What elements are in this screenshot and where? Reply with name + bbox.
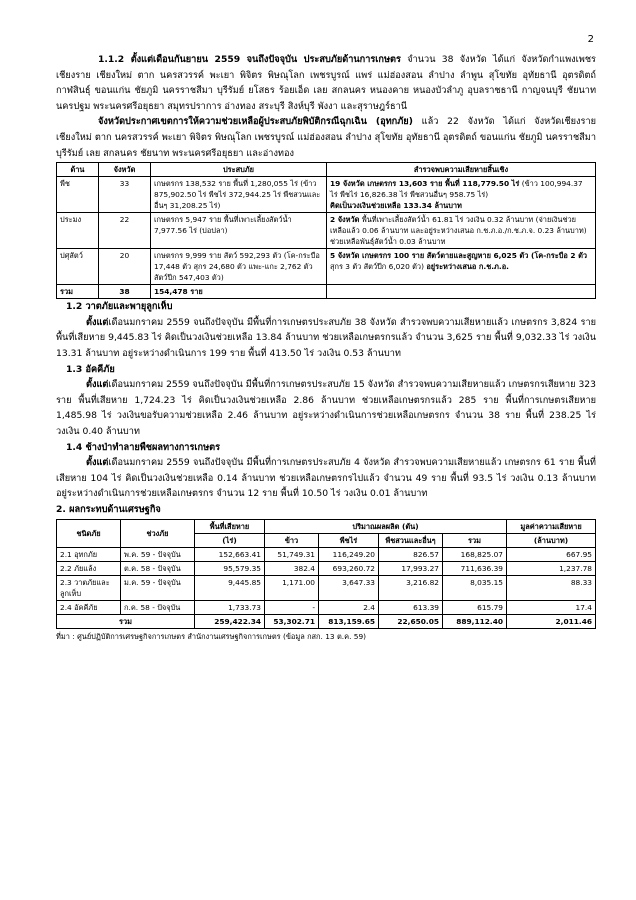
rice-cell: 51,749.31 — [265, 548, 319, 562]
column-header — [195, 520, 265, 534]
section-1-1-2-text: จำนวน 38 จังหวัด ได้แก่ จังหวัดกำแพงเพชร เชียงราย เชียงใหม่ ตาก นครสวรรค์ พะเยา พิจิตร พิษณุโลก เพชรบูรณ์ แพร่ แม่ฮ่องสอน ลำปาง ลำพูน สุโขทัย อุทัยธานี อุตรดิตถ์ กาฬสินธุ์ ขอนแก่น ชัยภูมิ นครราชสีมา บุรีรัมย์ ยโสธร ร้อยเอ็ด เลย สกลนคร หนองคาย หนองบัวลำภู อุบลราชธานี กาญจนบุรี ชัยนาท นครปฐม พระนครศรีอยุธยา สมุทรปราการ อ่างทอง สระบุรี สิงห์บุรี พังงา และสุราษฎร์ธานี — [56, 54, 596, 112]
disaster-cell: 2.3 วาตภัยและลูกเห็บ — [57, 576, 121, 601]
damage-text: พื้นที่เพาะเลี้ยงสัตว์น้ำ 61.81 ไร่ วงเงิน 0.32 ล้านบาท (จ่ายเงินช่วยเหลือแล้ว 0.06 ล้านบาท และอยู่ระหว่างเสนอ ก.ช.ภ.อ./ก.ช.ภ.จ. 0.23 ล้านบาท) ช่วยเหลือพันธุ์สัตว์น้ำ 0.03 ล้านบาท — [330, 215, 587, 247]
table-row — [57, 249, 596, 285]
garden-cell: 613.39 — [379, 601, 443, 615]
affected-cell: เกษตรกร 9,999 ราย สัตว์ 592,293 ตัว (โค-กระบือ 17,448 ตัว สุกร 24,680 ตัว แพะ-แกะ 2,762 ตัว สัตว์ปีก 547,403 ตัว) — [151, 249, 327, 285]
table-header-row — [57, 520, 596, 534]
column-header: (ไร่) — [195, 534, 265, 548]
column-header: ชนิดภัย — [57, 520, 121, 548]
economic-impact-table — [56, 519, 596, 629]
sector-cell: พืช — [57, 177, 99, 213]
section-1-1-2-heading: 1.1.2 ตั้งแต่เดือนกันยายน 2559 จนถึงปัจจุบัน ประสบภัยด้านการเกษตร — [98, 54, 401, 65]
column-header: พืชไร่ — [319, 534, 379, 548]
period-cell: ก.ค. 58 - ปัจจุบัน — [121, 601, 195, 615]
total-label-cell: รวม — [57, 285, 99, 299]
affected-cell: เกษตรกร 5,947 ราย พื้นที่เพาะเลี้ยงสัตว์น้ำ 7,977.56 ไร่ (บ่อปลา) — [151, 213, 327, 249]
rice-cell: - — [265, 601, 319, 615]
damage-text: (ข้าว 100,994.37 ไร่ พืชไร่ 16,826.38 ไร่ พืชสวนอื่นๆ 958.75 ไร่) — [330, 179, 583, 200]
column-header: รวม — [443, 534, 507, 548]
period-cell: ต.ค. 58 - ปัจจุบัน — [121, 562, 195, 576]
sum-cell: 615.79 — [443, 601, 507, 615]
section-1-1-2-paragraph — [56, 52, 596, 114]
column-header: มูลค่าความเสียหาย — [507, 520, 596, 534]
page-number: 2 — [587, 34, 594, 45]
total-garden-cell: 22,650.05 — [379, 615, 443, 629]
total-value-cell: 2,011.46 — [507, 615, 596, 629]
document-body — [56, 52, 596, 642]
total-empty-cell — [327, 285, 596, 299]
lead-word: ตั้งแต่ — [86, 457, 109, 469]
damage-bold-text: 5 จังหวัด เกษตรกร 100 ราย สัตว์ตายและสูญหาย 6,025 ตัว (โค-กระบือ 2 ตัว — [330, 251, 588, 261]
column-header: (ล้านบาท) — [507, 534, 596, 548]
garden-cell: 826.57 — [379, 548, 443, 562]
column-header: สำรวจพบความเสียหายสิ้นเชิง — [327, 163, 596, 177]
value-cell: 667.95 — [507, 548, 596, 562]
column-header: ประสบภัย — [151, 163, 327, 177]
area-cell: 1,733.73 — [195, 601, 265, 615]
section-1-2-text: เดือนมกราคม 2559 จนถึงปัจจุบัน มีพื้นที่การเกษตรประสบภัย 38 จังหวัด สำรวจพบความเสียหายแล้ว เกษตรกร 3,824 ราย พื้นที่เสียหาย 9,445.83 ไร่ คิดเป็นวงเงินช่วยเหลือ 13.84 ล้านบาท ช่วยเหลือเกษตรกรแล้ว จำนวน 3,625 ราย พื้นที่ 9,032.33 ไร่ วงเงิน 13.31 ล้านบาท อยู่ระหว่างดำเนินการ 199 ราย พื้นที่ 413.50 ไร่ วงเงิน 0.53 ล้านบาท — [56, 316, 596, 359]
value-cell: 88.33 — [507, 576, 596, 601]
total-provinces-cell: 38 — [99, 285, 151, 299]
garden-cell: 17,993.27 — [379, 562, 443, 576]
table-row — [57, 601, 596, 615]
total-sum-cell: 889,112.40 — [443, 615, 507, 629]
sector-cell: ประมง — [57, 213, 99, 249]
period-cell: พ.ค. 59 - ปัจจุบัน — [121, 548, 195, 562]
damage-bold-text: อยู่ระหว่างเสนอ ก.ช.ภ.อ. — [426, 262, 509, 272]
flood-damage-table — [56, 162, 596, 299]
total-area-cell: 259,422.34 — [195, 615, 265, 629]
emergency-zone-text: แล้ว 22 จังหวัด ได้แก่ จังหวัดเชียงราย เชียงใหม่ ตาก นครสวรรค์ พะเยา พิจิตร พิษณุโลก เพชรบูรณ์ แม่ฮ่องสอน ลำปาง สุโขทัย อุทัยธานี อุตรดิตถ์ ขอนแก่น ชัยภูมิ นครราชสีมา บุรีรัมย์ เลย สกลนคร ชัยนาท พระนครศรีอยุธยา และอ่างทอง — [56, 116, 596, 159]
column-header: ด้าน — [57, 163, 99, 177]
sum-cell: 711,636.39 — [443, 562, 507, 576]
field-crop-cell: 116,249.20 — [319, 548, 379, 562]
total-label-cell: รวม — [57, 615, 195, 629]
total-affected-cell: 154,478 ราย — [151, 285, 327, 299]
damage-cell — [327, 213, 596, 249]
source-note: ที่มา : ศูนย์ปฏิบัติการเศรษฐกิจการเกษตร สำนักงานเศรษฐกิจการเกษตร (ข้อมูล กสก. 13 ต.ค. 59) — [56, 632, 367, 642]
damage-cell — [327, 249, 596, 285]
column-header: พืชสวนและอื่นๆ — [379, 534, 443, 548]
column-header: ข้าว — [265, 534, 319, 548]
total-field-crop-cell: 813,159.65 — [319, 615, 379, 629]
province-count-cell: 20 — [99, 249, 151, 285]
column-header: ปริมาณผลผลิต (ตัน) — [265, 520, 507, 534]
table-total-row — [57, 615, 596, 629]
field-crop-cell: 693,260.72 — [319, 562, 379, 576]
emergency-zone-paragraph — [56, 114, 596, 161]
sum-cell: 168,825.07 — [443, 548, 507, 562]
section-2-heading: 2. ผลกระทบด้านเศรษฐกิจ — [56, 503, 161, 515]
damage-bold-text: 19 จังหวัด เกษตรกร 13,603 ราย พื้นที่ 118,779.50 ไร่ — [330, 179, 520, 189]
province-count-cell: 33 — [99, 177, 151, 213]
section-1-2-heading: 1.2 วาตภัยและพายุลูกเห็บ — [66, 301, 173, 313]
area-cell: 152,663.41 — [195, 548, 265, 562]
table-total-row — [57, 285, 596, 299]
province-count-cell: 22 — [99, 213, 151, 249]
damage-cell — [327, 177, 596, 213]
column-header: จังหวัด — [99, 163, 151, 177]
rice-cell: 382.4 — [265, 562, 319, 576]
sum-cell: 8,035.15 — [443, 576, 507, 601]
disaster-cell: 2.2 ภัยแล้ง — [57, 562, 121, 576]
lead-word: ตั้งแต่ — [86, 316, 109, 328]
damage-bold-text: 2 จังหวัด — [330, 215, 360, 225]
area-header-text: พื้นที่เสียหาย — [209, 522, 250, 532]
disaster-cell: 2.4 อัคคีภัย — [57, 601, 121, 615]
rice-cell: 1,171.00 — [265, 576, 319, 601]
table-row — [57, 177, 596, 213]
section-1-3-paragraph — [56, 377, 596, 439]
section-1-4-paragraph — [56, 455, 596, 502]
value-cell: 1,237.78 — [507, 562, 596, 576]
period-cell: ม.ค. 59 - ปัจจุบัน — [121, 576, 195, 601]
area-cell: 95,579.35 — [195, 562, 265, 576]
lead-word: ตั้งแต่ — [86, 379, 109, 391]
field-crop-cell: 2.4 — [319, 601, 379, 615]
table-row — [57, 548, 596, 562]
damage-text: สุกร 3 ตัว สัตว์ปีก 6,020 ตัว) — [330, 262, 427, 272]
garden-cell: 3,216.82 — [379, 576, 443, 601]
table-row — [57, 576, 596, 601]
area-cell: 9,445.85 — [195, 576, 265, 601]
section-1-4-heading: 1.4 ช้างป่าทำลายพืชผลทางการเกษตร — [66, 441, 221, 453]
sector-cell: ปศุสัตว์ — [57, 249, 99, 285]
table-row — [57, 562, 596, 576]
damage-bold-text: คิดเป็นวงเงินช่วยเหลือ 133.34 ล้านบาท — [330, 201, 462, 211]
total-rice-cell: 53,302.71 — [265, 615, 319, 629]
table-header-row — [57, 163, 596, 177]
table-row — [57, 213, 596, 249]
emergency-zone-heading: จังหวัดประกาศเขตการให้ความช่วยเหลือผู้ประสบภัยพิบัติกรณีฉุกเฉิน (อุทกภัย) — [98, 116, 413, 128]
section-1-2-paragraph — [56, 315, 596, 362]
section-1-4-text: เดือนมกราคม 2559 จนถึงปัจจุบัน มีพื้นที่การเกษตรประสบภัย 4 จังหวัด สำรวจพบความเสียหายแล้ว เกษตรกร 61 ราย พื้นที่เสียหาย 104 ไร่ คิดเป็นวงเงินช่วยเหลือ 0.14 ล้านบาท ช่วยเหลือเกษตรกรไปแล้ว จำนวน 49 ราย พื้นที่ 93.5 ไร่ วงเงิน 0.13 ล้านบาท อยู่ระหว่างดำเนินการช่วยเหลือเกษตรกร จำนวน 12 ราย พื้นที่ 10.50 ไร่ วงเงิน 0.01 ล้านบาท — [56, 457, 596, 500]
affected-cell: เกษตรกร 138,532 ราย พื้นที่ 1,280,055 ไร่ (ข้าว 875,902.50 ไร่ พืชไร่ 372,944.25 ไร่ พืชสวนและอื่นๆ 31,208.25 ไร่) — [151, 177, 327, 213]
column-header: ช่วงภัย — [121, 520, 195, 548]
field-crop-cell: 3,647.33 — [319, 576, 379, 601]
section-1-3-heading: 1.3 อัคคีภัย — [66, 363, 115, 375]
value-cell: 17.4 — [507, 601, 596, 615]
section-1-3-text: เดือนมกราคม 2559 จนถึงปัจจุบัน มีพื้นที่การเกษตรประสบภัย 15 จังหวัด สำรวจพบความเสียหายแล้ว เกษตรกรเสียหาย 323 ราย พื้นที่เสียหาย 1,724.23 ไร่ คิดเป็นวงเงินช่วยเหลือ 2.86 ล้านบาท ช่วยเหลือเกษตรกรแล้ว 285 ราย พื้นที่การเกษตรเสียหาย 1,485.98 ไร่ วงเงินขอรับความช่วยเหลือ 2.46 ล้านบาท อยู่ระหว่างดำเนินการช่วยเหลือเกษตรกร จำนวน 38 ราย พื้นที่ 238.25 ไร่ วงเงิน 0.40 ล้านบาท — [56, 379, 596, 437]
disaster-cell: 2.1 อุทกภัย — [57, 548, 121, 562]
